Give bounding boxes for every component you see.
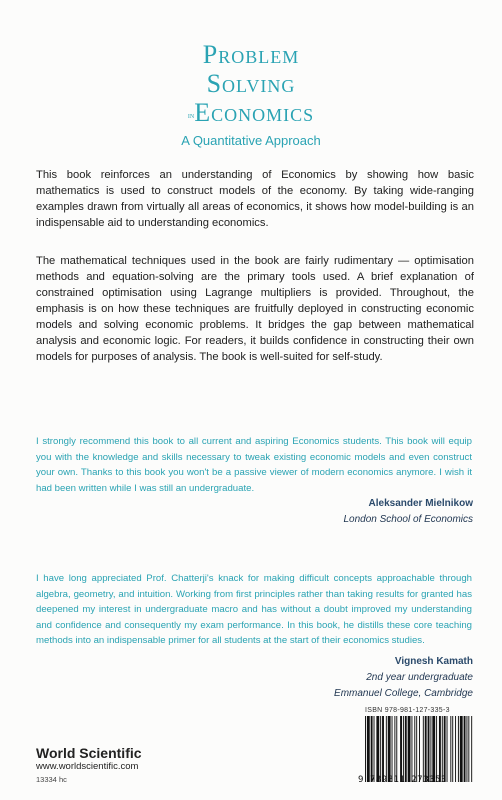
barcode-bar [471, 716, 472, 782]
barcode-bar [452, 716, 453, 782]
barcode-bar [396, 716, 397, 782]
barcode-bar [365, 716, 366, 782]
barcode-bar [400, 716, 402, 782]
barcode-bar [371, 716, 373, 782]
barcode-bar [382, 716, 384, 782]
barcode-bar [466, 716, 467, 782]
barcode-bar [416, 716, 417, 782]
barcode-bar [432, 716, 435, 782]
title-line-2: Solving [206, 69, 296, 98]
barcode-bar [455, 716, 456, 782]
barcode-bar [444, 716, 446, 782]
endorser-affiliation-2a: 2nd year undergraduate [366, 672, 473, 683]
title-line-1: Problem [202, 40, 300, 69]
endorser-name-1: Aleksander Mielnikow [368, 498, 473, 509]
barcode-bar [411, 716, 412, 782]
barcode-bar [414, 716, 415, 782]
barcode-bar [460, 716, 463, 782]
barcode-bar [394, 716, 395, 782]
endorsement-attribution-1 [343, 496, 473, 528]
barcode-bar [376, 716, 379, 782]
barcode-bar [403, 716, 404, 782]
barcode-bar [408, 716, 411, 782]
barcode-bar [447, 716, 448, 782]
subtitle: A Quantitative Approach [181, 133, 321, 148]
barcode-bar [386, 716, 387, 782]
barcode-bar [468, 716, 469, 782]
endorser-name-2: Vignesh Kamath [394, 656, 473, 667]
barcode-bar [367, 716, 370, 782]
barcode-bar [423, 716, 424, 782]
barcode-number: 9 789811 273353 [358, 775, 447, 785]
publisher-block [36, 745, 142, 785]
barcode-icon [365, 716, 475, 782]
barcode-bar [450, 716, 451, 782]
barcode-bar [428, 716, 430, 782]
barcode-bar [439, 716, 441, 782]
title-small-word: in [187, 110, 195, 121]
endorsement-quote-2: I have long appreciated Prof. Chatterji's knack for making difficult concepts approachable through algebra, geometry, and intuition. Working from first principles rather than taking results for granted has deepened my interest in undergraduate macro and has without a doubt improved my understanding and confidence and consequently my exam performance. In this book, he distills these core teaching methods into an indispensable primer for all students at the start of their economics studies. [36, 573, 472, 646]
description-paragraph-1: This book reinforces an understanding of Economics by showing how basic mathematics is used to construct models of the economy. By taking wide-ranging examples drawn from virtually all areas of economics, it shows how model-building is an indispensable aid to understanding economics. [36, 169, 474, 229]
barcode-bar [374, 716, 375, 782]
endorsement-quote-1: I strongly recommend this book to all current and aspiring Economics students. This book will equip you with the knowledge and skills necessary to tweak existing economic models and even construct your own. Thanks to this book you won't be a passive viewer of modern economics anymore. I wish it had been written while I was still an undergraduate. [36, 436, 472, 494]
publisher-code: 13334 hc [36, 775, 67, 784]
barcode-bar [380, 716, 381, 782]
barcode-bar [419, 716, 420, 782]
endorser-affiliation-1: London School of Economics [343, 514, 473, 525]
barcode-bar [425, 716, 427, 782]
description-paragraph-2: The mathematical techniques used in the book are fairly rudimentary — optimisation methods and equation-solving are the primary tools used. A brief explanation of constrained optimisation using Lagrange multipliers is provided. Throughout, the emphasis is on how these techniques are fruitfully deployed in constructing economic models and solving economic problems. It bridges the gap between mathematical analysis and economic logic. For readers, it builds confidence in constructing their own models for purposes of analysis. The book is well-suited for self-study. [36, 255, 474, 363]
barcode-bar [458, 716, 459, 782]
barcode-bar [430, 716, 431, 782]
endorser-affiliation-2b: Emmanuel College, Cambridge [334, 688, 473, 699]
isbn-label: ISBN 978-981-127-335-3 [365, 707, 450, 714]
publisher-name: World Scientific [36, 745, 142, 761]
barcode-bar [442, 716, 443, 782]
barcode-bar [405, 716, 407, 782]
barcode-bar [388, 716, 391, 782]
barcode-bar [464, 716, 466, 782]
barcode-bar [392, 716, 393, 782]
endorsement-attribution-2 [334, 654, 473, 702]
barcode-bar [436, 716, 437, 782]
publisher-url: www.worldscientific.com [36, 761, 139, 772]
title-line-3 [0, 98, 502, 128]
title-line-3-word: Economics [194, 98, 315, 127]
